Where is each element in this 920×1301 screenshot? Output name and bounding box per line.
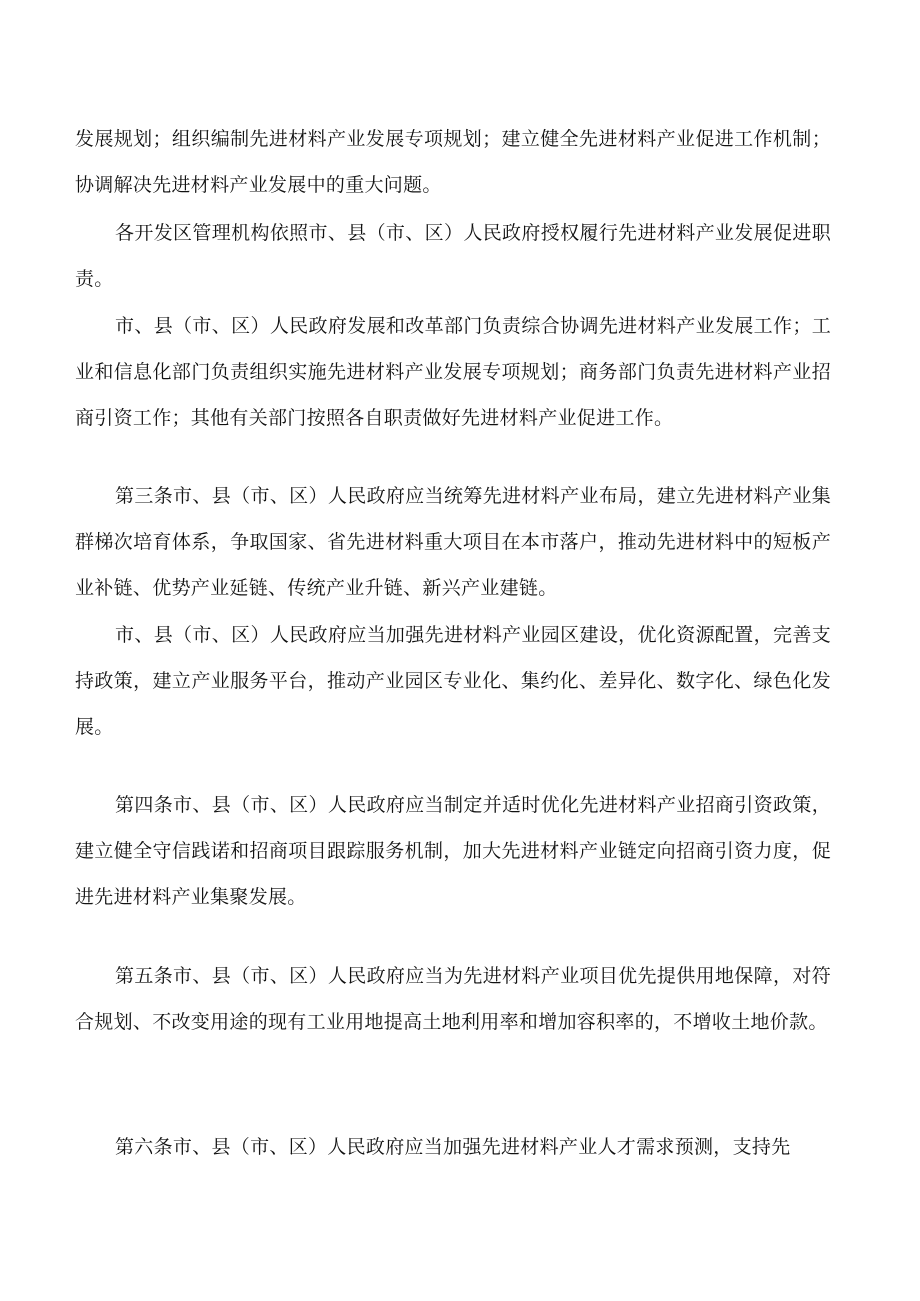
paragraph-8: 第六条市、县（市、区）人民政府应当加强先进材料产业人才需求预测，支持先 xyxy=(115,1136,791,1158)
paragraph-4: 第三条市、县（市、区）人民政府应当统筹先进材料产业布局，建立先进材料产业集群梯次培育体系，争取国家、省先进材料重大项目在本市落户，推动先进材料中的短板产业补链、优势产业延链、传统产业升链、新兴产业建链。 xyxy=(75,485,831,599)
paragraph-6: 第四条市、县（市、区）人民政府应当制定并适时优化先进材料产业招商引资政策，建立健全守信践诺和招商项目跟踪服务机制，加大先进材料产业链定向招商引资力度，促进先进材料产业集聚发展。 xyxy=(75,794,831,908)
paragraph-1: 发展规划；组织编制先进材料产业发展专项规划；建立健全先进材料产业促进工作机制；协调解决先进材料产业发展中的重大问题。 xyxy=(75,128,831,196)
paragraph-5: 市、县（市、区）人民政府应当加强先进材料产业园区建设，优化资源配置，完善支持政策，建立产业服务平台，推动产业园区专业化、集约化、差异化、数字化、绿色化发展。 xyxy=(75,624,831,738)
paragraph-3: 市、县（市、区）人民政府发展和改革部门负责综合协调先进材料产业发展工作；工业和信息化部门负责组织实施先进材料产业发展专项规划；商务部门负责先进材料产业招商引资工作；其他有关部门按照各自职责做好先进材料产业促进工作。 xyxy=(75,315,831,429)
paragraph-2: 各开发区管理机构依照市、县（市、区）人民政府授权履行先进材料产业发展促进职责。 xyxy=(75,222,831,290)
paragraph-7: 第五条市、县（市、区）人民政府应当为先进材料产业项目优先提供用地保障，对符合规划、不改变用途的现有工业用地提高土地利用率和增加容积率的，不增收土地价款。 xyxy=(75,965,831,1033)
